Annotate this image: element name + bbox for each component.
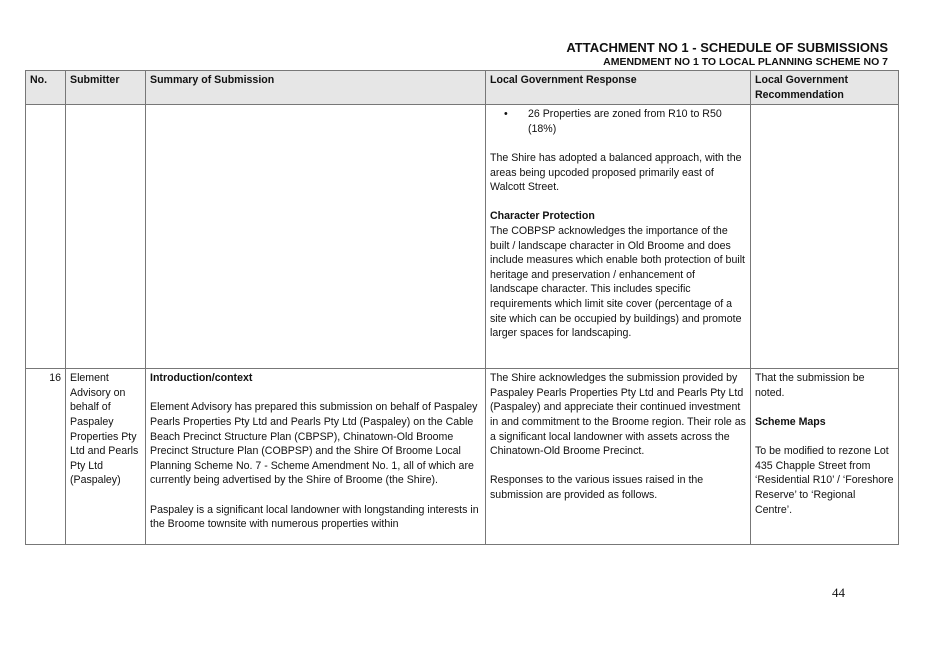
page-number: 44 [832,585,845,600]
cell-summary-continued [146,105,486,369]
response-paragraph: The Shire acknowledges the submission provided by Paspaley Pearls Properties Pty Ltd and Pearls Pty Ltd (Paspaley) and appreciate their continued investment in and commitment to the Broome region. Their role as a significant local landowner with assets across the Chinatown-Old Broome Precinct. [490,372,746,458]
cell-recommendation-continued [751,105,899,369]
col-header-summary: Summary of Submission [146,71,486,105]
cell-response [486,369,751,545]
summary-paragraph: Paspaley is a significant local landowner with longstanding interests in the Broome townsite with numerous properties within [150,503,479,531]
document-title: ATTACHMENT NO 1 - SCHEDULE OF SUBMISSIONS [566,40,888,55]
table-header-row [26,71,899,105]
submissions-table [25,70,899,545]
cell-no: 16 [26,369,66,545]
cell-recommendation [751,369,899,545]
recommendation-heading: Scheme Maps [755,415,826,428]
table-row [26,105,899,369]
summary-heading: Introduction/context [150,372,253,385]
col-header-recommendation: Local Government Recommendation [751,71,899,105]
cell-summary [146,369,486,545]
summary-paragraph: Element Advisory has prepared this submission on behalf of Paspaley Pearls Properties Pty Ltd and Pearls Pty Ltd (Paspaley) on the Cable Beach Precinct Structure Plan (CBPSP), Chinatown-Old Broome Precinct Structure Plan (COBPSP) and the Shire Of Broome Local Planning Scheme No. 7 - Scheme Amendment No. 1, all of which are currently being advertised by the Shire of Broome (the Shire). [150,401,478,487]
recommendation-paragraph: That the submission be noted. [755,372,865,399]
table-row [26,369,899,545]
cell-submitter: Element Advisory on behalf of Paspaley Properties Pty Ltd and Pearls Pty Ltd (Paspaley) [66,369,146,545]
list-item [490,107,746,136]
document-subtitle: AMENDMENT NO 1 TO LOCAL PLANNING SCHEME NO 7 [603,56,888,68]
response-heading: Character Protection [490,210,595,223]
col-header-submitter: Submitter [66,71,146,105]
page-header [566,40,888,69]
col-header-no: No. [26,71,66,105]
cell-no-continued [26,105,66,369]
col-header-response: Local Government Response [486,71,751,105]
bullet-marker: • [504,108,508,121]
response-paragraph: Responses to the various issues raised in the submission are provided as follows. [490,474,704,501]
cell-submitter-continued [66,105,146,369]
response-paragraph: The Shire has adopted a balanced approach, with the areas being upcoded proposed primarily east of Walcott Street. [490,151,742,194]
bullet-text: 26 Properties are zoned from R10 to R50 (18%) [528,108,722,135]
response-paragraph: The COBPSP acknowledges the importance of the built / landscape character in Old Broome and does include measures which enable both protection of built heritage and preservation / enhancement of landscape character. This includes specific requirements which limit site cover (percentage of a site which can be occupied by buildings) and promote larger spaces for landscaping. [490,224,745,340]
cell-response-continued [486,105,751,369]
recommendation-paragraph: To be modified to rezone Lot 435 Chapple Street from ‘Residential R10’ / ‘Foreshore Reserve’ to ‘Regional Centre’. [755,445,894,516]
